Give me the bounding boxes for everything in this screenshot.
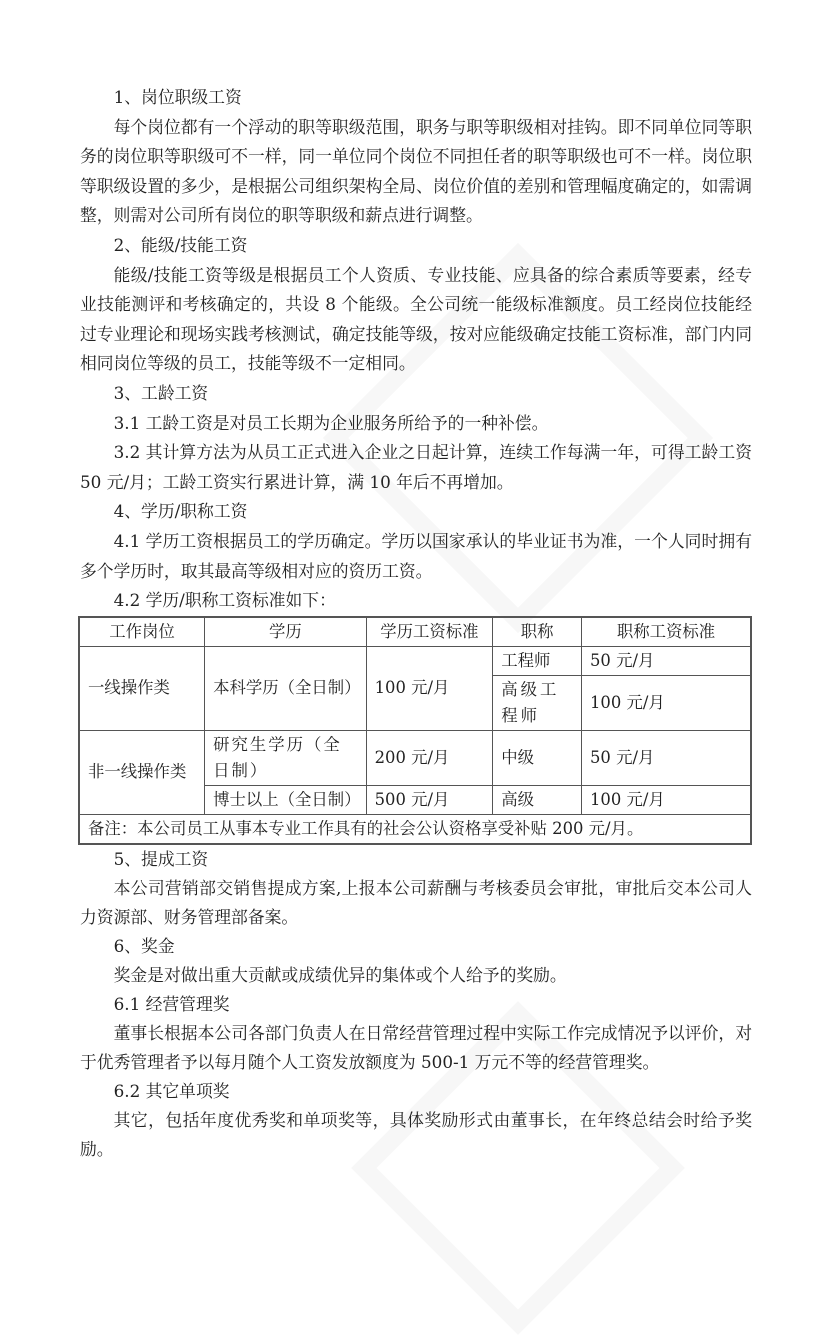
paragraph: 4.2 学历/职称工资标准如下： bbox=[113, 590, 336, 611]
section-heading: 3、工龄工资 bbox=[113, 382, 209, 403]
table-row bbox=[79, 646, 751, 675]
cell: 100 元/月 bbox=[582, 785, 752, 814]
paragraph: 3.1 工龄工资是对员工长期为企业服务所给予的一种补偿。 bbox=[113, 412, 549, 433]
table-note-row bbox=[79, 814, 751, 844]
salary-standard-table bbox=[78, 616, 752, 845]
cell: 500 元/月 bbox=[366, 785, 493, 814]
cell: 博士以上（全日制） bbox=[205, 785, 367, 814]
paragraph: 奖金是对做出重大贡献或成绩优异的集体或个人给予的奖励。 bbox=[113, 964, 567, 985]
paragraph: 4.1 学历工资根据员工的学历确定。学历以国家承认的毕业证书为准，一个人同时拥有多个学历时，取其最高等级相对应的资历工资。 bbox=[80, 530, 752, 581]
section-heading: 5、提成工资 bbox=[113, 848, 209, 869]
paragraph: 每个岗位都有一个浮动的职等职级范围，职务与职等职级相对挂钩。即不同单位同等职务的岗位职等职级可不一样，同一单位同个岗位不同担任者的职等职级也可不一样。岗位职等职级设置的多少，是根据公司组织架构全局、岗位价值的差别和管理幅度确定的，如需调整，则需对公司所有岗位的职等职级和薪点进行调整。 bbox=[80, 116, 752, 226]
cell: 工程师 bbox=[493, 646, 582, 675]
cell: 一线操作类 bbox=[79, 646, 205, 730]
section-heading: 6、奖金 bbox=[113, 935, 175, 956]
header-cell: 学历工资标准 bbox=[366, 617, 493, 647]
paragraph: 能级/技能工资等级是根据员工个人资质、专业技能、应具备的综合素质等要素，经专业技能测评和考核确定的，共设 8 个能级。全公司统一能级标准额度。员工经岗位技能经过专业理论和现场实践考核测试，确定技能等级，按对应能级确定技能工资标准，部门内同相同岗位等级的员工，技能等级不一定相同。 bbox=[80, 264, 752, 374]
subsection-heading: 6.2 其它单项奖 bbox=[113, 1080, 230, 1101]
header-cell: 职称工资标准 bbox=[582, 617, 752, 647]
section-heading: 4、学历/职称工资 bbox=[113, 501, 248, 522]
document-page bbox=[80, 83, 752, 1164]
cell: 高级工程师 bbox=[493, 675, 582, 730]
table-header-row bbox=[79, 617, 751, 647]
header-cell: 工作岗位 bbox=[79, 617, 205, 647]
header-cell: 学历 bbox=[205, 617, 367, 647]
cell: 本科学历（全日制） bbox=[205, 646, 367, 730]
table-row bbox=[79, 730, 751, 785]
section-heading: 2、能级/技能工资 bbox=[113, 234, 248, 255]
section-heading: 1、岗位职级工资 bbox=[113, 87, 242, 107]
cell: 50 元/月 bbox=[582, 730, 752, 785]
cell: 200 元/月 bbox=[366, 730, 493, 785]
cell: 50 元/月 bbox=[582, 646, 752, 675]
paragraph: 其它，包括年度优秀奖和单项奖等，具体奖励形式由董事长，在年终总结会时给予奖励。 bbox=[80, 1109, 752, 1159]
header-cell: 职称 bbox=[493, 617, 582, 647]
cell: 非一线操作类 bbox=[79, 730, 205, 814]
cell: 中级 bbox=[493, 730, 582, 785]
subsection-heading: 6.1 经营管理奖 bbox=[113, 993, 230, 1014]
paragraph: 3.2 其计算方法为从员工正式进入企业之日起计算，连续工作每满一年，可得工龄工资 50 元/月；工龄工资实行累进计算，满 10 年后不再增加。 bbox=[80, 442, 752, 492]
paragraph: 本公司营销部交销售提成方案,上报本公司薪酬与考核委员会审批，审批后交本公司人力资源部、财务管理部备案。 bbox=[80, 877, 752, 927]
cell: 研究生学历（全日制） bbox=[205, 730, 367, 785]
cell: 100 元/月 bbox=[582, 675, 752, 730]
paragraph: 董事长根据本公司各部门负责人在日常经营管理过程中实际工作完成情况予以评价，对于优秀管理者予以每月随个人工资发放额度为 500-1 万元不等的经营管理奖。 bbox=[80, 1022, 752, 1072]
cell: 高级 bbox=[493, 785, 582, 814]
table-note: 备注：本公司员工从事本专业工作具有的社会公认资格享受补贴 200 元/月。 bbox=[79, 814, 751, 844]
cell: 100 元/月 bbox=[366, 646, 493, 730]
